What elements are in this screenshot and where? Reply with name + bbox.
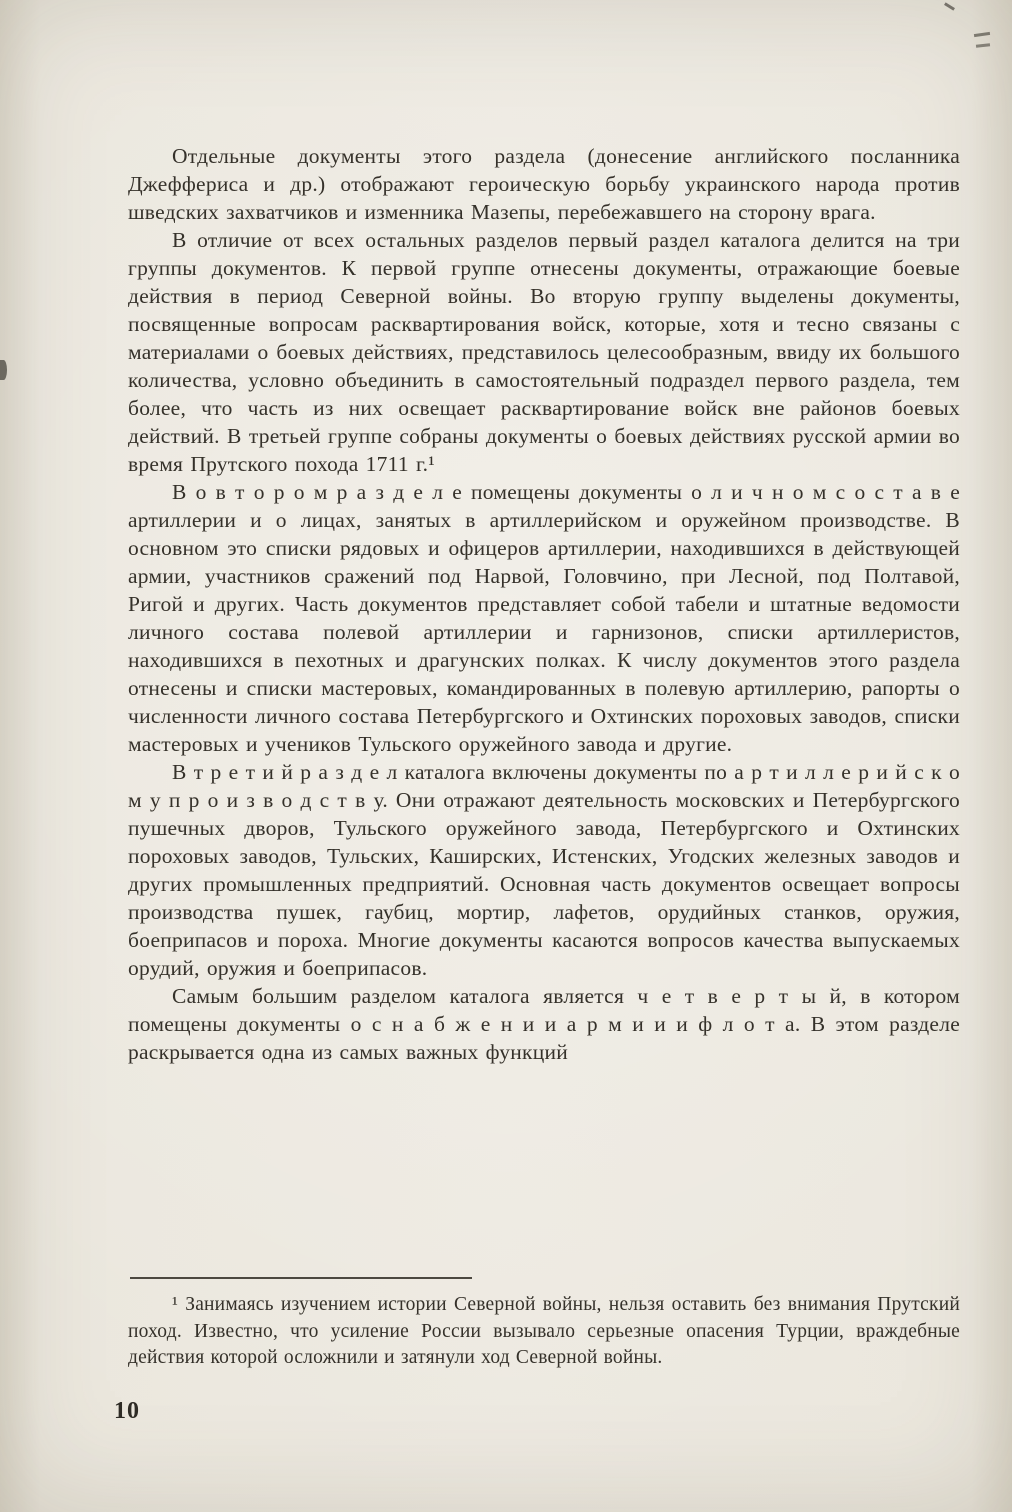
paragraph-4: В т р е т и й р а з д е л каталога включены документы по а р т и л л е р и й с к о м у п р о и з в о д с т в у. Они отражают деятельность московских и Петербургского пушечных дворов, Тульского оружейного завода, Петербургского и Охтинских пороховых заводов, Тульских, Каширских, Истенских, Угодских железных заводов и других промышленных предприятий. Основная часть документов освещает вопросы производства пушек, гаубиц, мортир, лафетов, орудийных станков, оружия, боеприпасов и пороха. Многие документы касаются вопросов качества выпускаемых орудий, оружия и боеприпасов. <box>128 760 960 980</box>
scan-mark-top-right <box>944 2 955 10</box>
paragraph-3: В о в т о р о м р а з д е л е помещены документы о л и ч н о м с о с т а в е артиллерии и о лицах, занятых в артиллерийском и оружейном производстве. В основном это списки рядовых и офицеров артиллерии, находившихся в действующей армии, участников сражений под Нарвой, Головчино, при Лесной, под Полтавой, Ригой и других. Часть документов представляет собой табели и штатные ведомости личного состава полевой артиллерии и гарнизонов, списки артиллеристов, находившихся в пехотных и драгунских полках. К числу документов этого раздела отнесены и списки мастеровых, командированных в полевую артиллерию, рапорты о численности личного состава Петербургского и Охтинских пороховых заводов, списки мастеровых и учеников Тульского оружейного завода и другие. <box>128 480 960 756</box>
scan-mark-right-edge-1 <box>974 32 990 37</box>
paragraph-2: В отличие от всех остальных разделов первый раздел каталога делится на три группы документов. К первой группе отнесены документы, отражающие боевые действия в период Северной войны. Во вторую группу выделены документы, посвященные вопросам расквартирования войск, которые, хотя и тесно связаны с материалами о боевых действиях, представилось целесообразным, ввиду их большого количества, условно объединить в самостоятельный подраздел первого раздела, тем более, что часть из них освещает расквартирование войск вне районов боевых действий. В третьей группе собраны документы о боевых действиях русской армии во время Прутского похода 1711 г.¹ <box>128 228 960 476</box>
body-text <box>128 142 960 1066</box>
page-number: 10 <box>114 1398 140 1424</box>
paragraph-1: Отдельные документы этого раздела (донесение английского посланника Джеффериса и др.) отображают героическую борьбу украинского народа против шведских захватчиков и изменника Мазепы, перебежавшего на сторону врага. <box>128 144 960 224</box>
footnote: ¹ Занимаясь изучением истории Северной войны, нельзя оставить без внимания Прутский поход. Известно, что усиление России вызывало серьезные опасения Турции, враждебные действия которой осложнили и затянули ход Северной войны. <box>128 1294 960 1368</box>
scan-speck-left-edge <box>0 360 7 380</box>
scan-mark-right-edge-2 <box>976 43 990 47</box>
footnote-separator-rule <box>130 1277 472 1279</box>
paragraph-5: Самым большим разделом каталога является ч е т в е р т ы й, в котором помещены документы о с н а б ж е н и и а р м и и и ф л о т а. В этом разделе раскрывается одна из самых важных функций <box>128 984 960 1064</box>
